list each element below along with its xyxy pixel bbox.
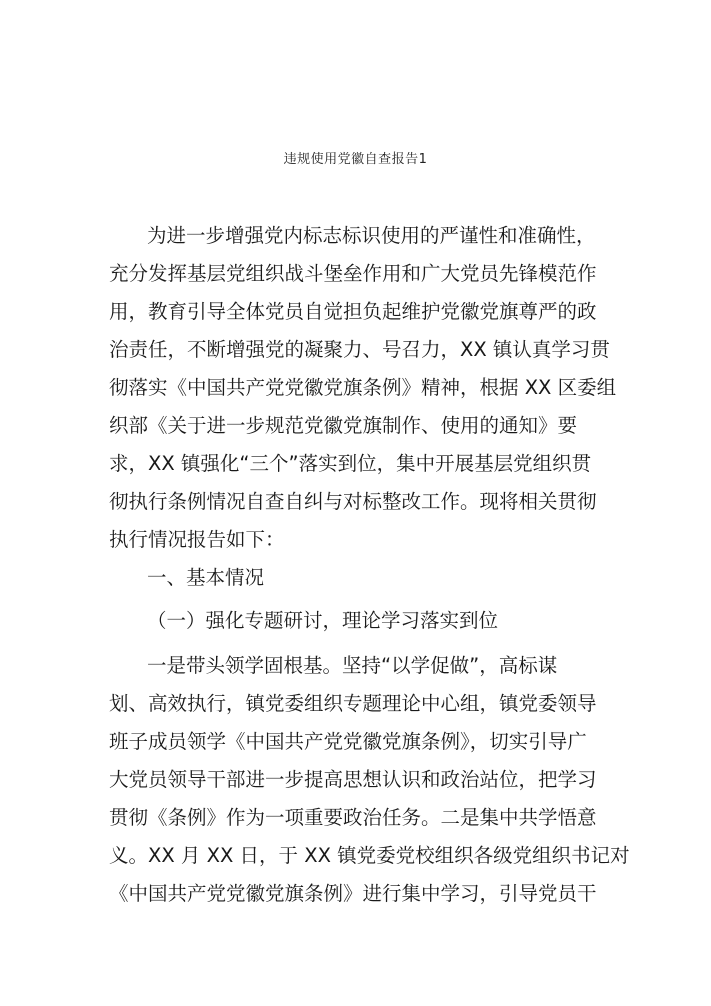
subsection-heading: （一）强化专题研讨，理论学习落实到位 (147, 609, 499, 632)
paragraph-line: 义。XX 月 XX 日，于 XX 镇党委党校组织各级党组织书记对 (109, 844, 630, 867)
paragraph-line: 为进一步增强党内标志标识使用的严谨性和准确性， (147, 224, 596, 247)
paragraph-line: 贯彻《条例》作为一项重要政治任务。二是集中共学悟意 (109, 806, 597, 829)
paragraph-line: 彻落实《中国共产党党徽党旗条例》精神，根据 XX 区委组 (109, 376, 617, 399)
paragraph-line: 彻执行条例情况自查自纠与对标整改工作。现将相关贯彻 (109, 490, 597, 513)
section-heading: 一、基本情况 (147, 566, 265, 589)
paragraph-line: 班子成员领学《中国共产党党徽党旗条例》，切实引导广 (109, 730, 587, 753)
document-title: 违规使用党徽自查报告1 (283, 152, 428, 167)
paragraph-line: 织部《关于进一步规范党徽党旗制作、使用的通知》要 (109, 414, 578, 437)
paragraph-line: 用，教育引导全体党员自觉担负起维护党徽党旗尊严的政 (109, 300, 597, 323)
paragraph-line: 一是带头领学固根基。坚持“以学促做”，高标谋 (147, 654, 558, 677)
paragraph-line: 求，XX 镇强化“三个”落实到位，集中开展基层党组织贯 (109, 452, 592, 475)
paragraph-line: 大党员领导干部进一步提高思想认识和政治站位，把学习 (109, 768, 597, 791)
paragraph-line: 执行情况报告如下： (109, 528, 285, 551)
paragraph-line: 治责任，不断增强党的凝聚力、号召力，XX 镇认真学习贯 (109, 338, 610, 361)
paragraph-line: 划、高效执行，镇党委组织专题理论中心组，镇党委领导 (109, 692, 597, 715)
paragraph-line: 充分发挥基层党组织战斗堡垒作用和广大党员先锋模范作 (109, 262, 597, 285)
paragraph-line: 《中国共产党党徽党旗条例》进行集中学习，引导党员干 (109, 882, 597, 905)
